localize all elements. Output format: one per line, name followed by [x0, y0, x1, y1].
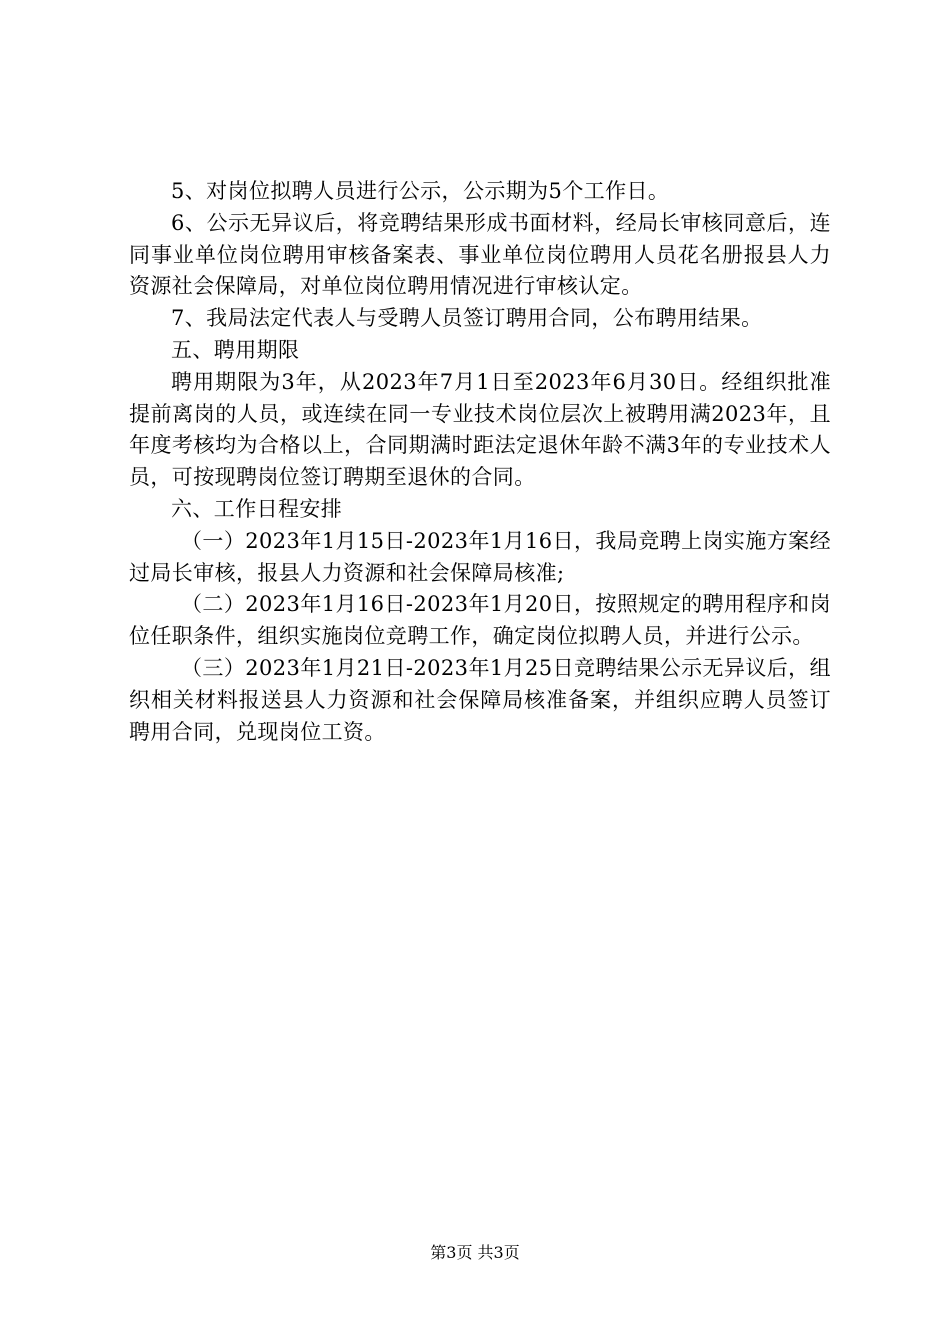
- paragraph-item-7: 7、我局法定代表人与受聘人员签订聘用合同，公布聘用结果。: [171, 306, 763, 331]
- section-heading-term: 五、聘用期限: [171, 337, 300, 362]
- section-heading-schedule: 六、工作日程安排: [171, 496, 343, 521]
- schedule-item-1: （一）2023年1月15日-2023年1月16日，我局竞聘上岗实施方案经过局长审核，报县人力资源和社会保障局核准;: [129, 528, 831, 585]
- schedule-item-3: （三）2023年1月21日-2023年1月25日竞聘结果公示无异议后，组织相关材料报送县人力资源和社会保障局核准备案，并组织应聘人员签订聘用合同，兑现岗位工资。: [129, 655, 831, 744]
- paragraph-item-5: 5、对岗位拟聘人员进行公示，公示期为5个工作日。: [171, 179, 670, 203]
- document-body: [129, 176, 831, 748]
- paragraph-term: 聘用期限为3年，从2023年7月1日至2023年6月30日。经组织批准提前离岗的人员，或连续在同一专业技术岗位层次上被聘用满2023年，且年度考核均为合格以上，合同期满时距法定退休年龄不满3年的专业技术人员，可按现聘岗位签订聘期至退休的合同。: [129, 369, 831, 490]
- page-footer: 第3页 共3页: [430, 1243, 520, 1262]
- paragraph-item-6: 6、公示无异议后，将竞聘结果形成书面材料，经局长审核同意后，连同事业单位岗位聘用审核备案表、事业单位岗位聘用人员花名册报县人力资源社会保障局，对单位岗位聘用情况进行审核认定。: [129, 210, 831, 299]
- schedule-item-2: （二）2023年1月16日-2023年1月20日，按照规定的聘用程序和岗位任职条件，组织实施岗位竞聘工作，确定岗位拟聘人员，并进行公示。: [129, 592, 831, 649]
